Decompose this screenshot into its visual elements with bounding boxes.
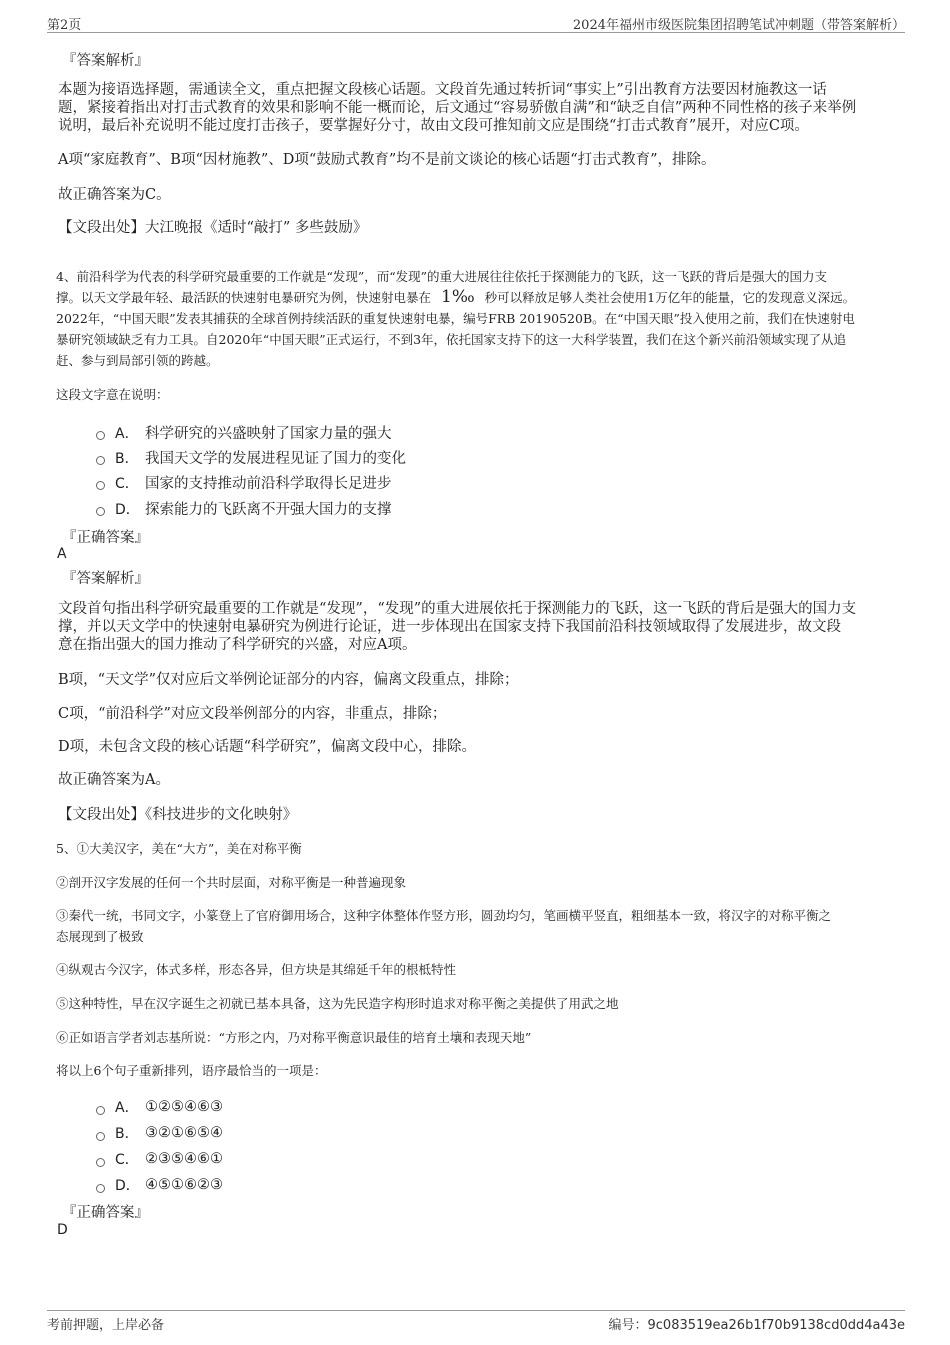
q3-analysis-line: 题，紧接着指出对打击式教育的效果和影响不能一概而论，后文通过“容易骄傲自满”和“缺乏自信”两种不同性格的孩子来举例 — [58, 100, 857, 116]
q5-sentence-line: ③秦代一统，书同文字，小篆登上了官府御用场合，这种字体整体作竖方形，圆劲均匀，笔画横平竖直，粗细基本一致，将汉字的对称平衡之 — [56, 908, 832, 923]
q5-sentence-3 — [56, 905, 831, 947]
q4-analysis-line: 文段首句指出科学研究最重要的工作就是“发现”，“发现”的重大进展依托于探测能力的飞跃，这一飞跃的背后是强大的国力支 — [58, 601, 857, 617]
q4-source: 【文段出处】《科技进步的文化映射》 — [58, 807, 298, 823]
q5-sentence-4: ④纵观古今汉字，体式多样，形态各异，但方块是其绵延千年的根柢特性 — [56, 962, 457, 977]
radio-icon[interactable] — [96, 1158, 105, 1167]
q3-conclusion: 故正确答案为C。 — [58, 187, 171, 203]
q5-sentence-6: ⑥正如语言学者刘志基所说：“方形之内，乃对称平衡意识最佳的培育土壤和表现天地” — [56, 1030, 532, 1045]
q5-option-c[interactable] — [96, 1149, 223, 1169]
q4-stem-line: 4、前沿科学为代表的科学研究最重要的工作就是“发现”，而“发现”的重大进展往往依托于探测能力的飞跃，这一飞跃的背后是强大的国力支 — [56, 269, 828, 284]
q4-analysis-line: 意在指出强大的国力推动了科学研究的兴盛，对应A项。 — [58, 637, 417, 653]
q5-answer-label: 『正确答案』 — [62, 1205, 149, 1221]
q3-exclude: A项“家庭教育”、B项“因材施教”、D项“鼓励式教育”均不是前文谈论的核心话题“打击式教育”，排除。 — [58, 152, 716, 168]
q4-stem-line: 赶、参与到局部引领的跨越。 — [56, 353, 219, 368]
option-text: ②③⑤④⑥① — [145, 1151, 223, 1167]
q4-stem — [56, 266, 855, 371]
radio-icon[interactable] — [96, 456, 105, 465]
q5-sentence-1: 5、①大美汉字，美在“大方”，美在对称平衡 — [56, 841, 302, 856]
radio-icon[interactable] — [96, 1184, 105, 1193]
q4-answer: A — [57, 546, 67, 562]
document-title: 2024年福州市级医院集团招聘笔试冲刺题（带答案解析） — [572, 18, 905, 33]
q5-sentence-2: ②剖开汉字发展的任何一个共时层面，对称平衡是一种普遍现象 — [56, 875, 407, 890]
q4-explain-b: B项，“天文学”仅对应后文举例论证部分的内容，偏离文段重点，排除； — [58, 672, 519, 688]
radio-icon[interactable] — [96, 1106, 105, 1115]
q4-stem-line — [56, 287, 855, 308]
option-text: 我国天文学的发展进程见证了国力的变化 — [145, 451, 406, 467]
q4-analysis — [58, 600, 856, 654]
q3-analysis-line: 说明，最后补充说明不能过度打击孩子，要掌握好分寸，故由文段可推知前文应是围绕“打击式教育”展开，对应C项。 — [58, 118, 809, 134]
code-label: 编号： — [608, 1318, 648, 1333]
q4-analysis-line: 撑，并以天文学中的快速射电暴研究为例进行论证，进一步体现出在国家支持下我国前沿科技领域取得了发展进步，故文段 — [58, 619, 841, 635]
option-text: ①②⑤④⑥③ — [145, 1099, 223, 1115]
q3-source: 【文段出处】大江晚报《适时“敲打” 多些鼓励》 — [58, 220, 368, 236]
q4-option-d[interactable] — [96, 498, 392, 519]
document-code — [609, 1314, 906, 1333]
page-footer — [47, 1310, 905, 1333]
option-text: 国家的支持推动前沿科学取得长足进步 — [145, 476, 392, 492]
q4-option-b[interactable] — [96, 447, 406, 468]
q5-option-a[interactable] — [96, 1097, 223, 1117]
option-letter: C． — [115, 475, 139, 492]
option-text: ③②①⑥⑤④ — [145, 1125, 223, 1141]
radio-icon[interactable] — [96, 431, 105, 440]
q5-answer: D — [57, 1222, 68, 1238]
q4-option-c[interactable] — [96, 472, 392, 493]
footer-slogan: 考前押题，上岸必备 — [47, 1318, 165, 1333]
q5-sentence-5: ⑤这种特性，早在汉字诞生之初就已基本具备，这为先民造字构形时追求对称平衡之美提供了用武之地 — [56, 996, 619, 1011]
option-letter: A． — [115, 1100, 139, 1116]
q4-stem-line: 暴研究领域缺乏有力工具。自2020年“中国天眼”正式运行，不到3年，依托国家支持下的这一大科学装置，我们在这个新兴前沿领域实现了从追 — [56, 332, 847, 347]
option-letter: D． — [115, 501, 140, 518]
q4-analysis-label: 『答案解析』 — [62, 571, 149, 587]
radio-icon[interactable] — [96, 507, 105, 516]
option-letter: B． — [115, 450, 139, 467]
option-letter: D． — [115, 1178, 140, 1194]
permille-value: 1‰ — [441, 287, 475, 307]
q3-analysis — [58, 81, 856, 135]
page-number: 第2页 — [47, 18, 82, 33]
option-letter: B． — [115, 1126, 139, 1142]
q5-option-d[interactable] — [96, 1175, 223, 1195]
option-text: 探索能力的飞跃离不开强大国力的支撑 — [145, 502, 392, 518]
option-text: ④⑤①⑥②③ — [145, 1177, 223, 1193]
q4-option-a[interactable] — [96, 422, 392, 443]
q5-sentence-line: 态展现到了极致 — [56, 929, 144, 944]
q5-option-b[interactable] — [96, 1123, 223, 1143]
q3-analysis-line: 本题为接语选择题，需通读全文，重点把握文段核心话题。文段首先通过转折词“事实上”引出教育方法要因材施教这一话 — [58, 82, 827, 98]
option-letter: C． — [115, 1152, 139, 1168]
q4-explain-d: D项，未包含文段的核心话题“科学研究”，偏离文段中心，排除。 — [58, 739, 476, 755]
q4-explain-c: C项，“前沿科学”对应文段举例部分的内容，非重点，排除； — [58, 706, 447, 722]
q4-conclusion: 故正确答案为A。 — [58, 772, 170, 788]
q5-prompt: 将以上6个句子重新排列，语序最恰当的一项是： — [56, 1063, 327, 1078]
q4-answer-label: 『正确答案』 — [62, 530, 149, 546]
q4-stem-line-part: 撑。以天文学最年轻、最活跃的快速射电暴研究为例，快速射电暴在 — [56, 290, 432, 305]
q4-stem-line: 2022年，“中国天眼”发表其捕获的全球首例持续活跃的重复快速射电暴，编号FRB 20190520B。在“中国天眼”投入使用之前，我们在快速射电 — [56, 311, 855, 326]
option-letter: A． — [115, 425, 139, 442]
q4-prompt: 这段文字意在说明： — [56, 387, 169, 402]
q3-analysis-label: 『答案解析』 — [62, 53, 149, 69]
radio-icon[interactable] — [96, 481, 105, 490]
option-text: 科学研究的兴盛映射了国家力量的强大 — [145, 426, 392, 442]
radio-icon[interactable] — [96, 1132, 105, 1141]
q4-stem-line-part: 秒可以释放足够人类社会使用1万亿年的能量，它的发现意义深远。 — [484, 290, 856, 305]
page-header — [47, 12, 905, 33]
code-value: 9c083519ea26b1f70b9138cd0dd4a43e — [647, 1318, 905, 1333]
